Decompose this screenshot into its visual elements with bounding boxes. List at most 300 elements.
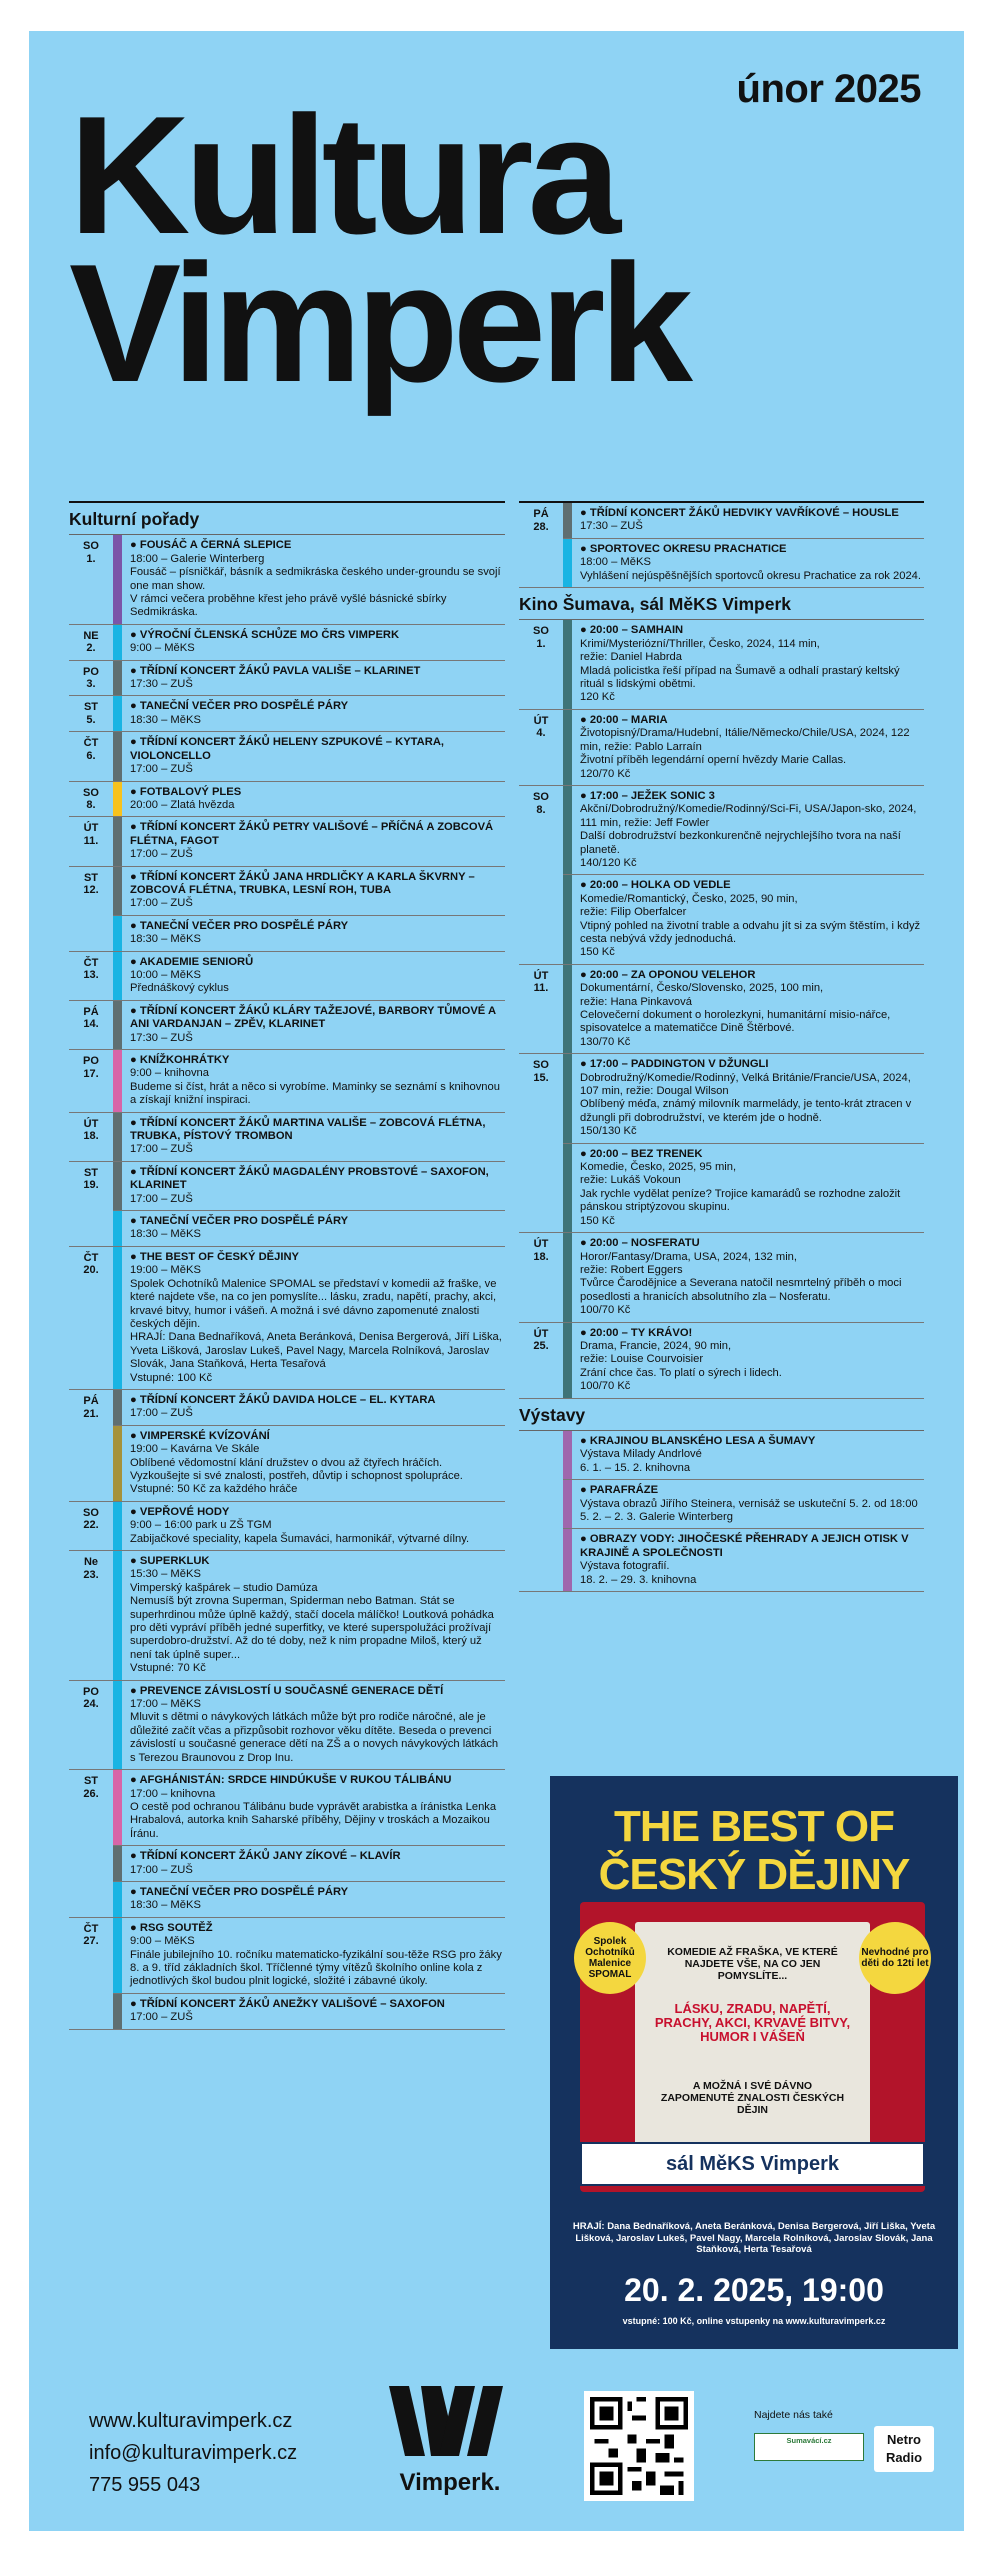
event-detail: 150/130 Kč: [580, 1125, 637, 1138]
event-entry: [563, 1233, 924, 1321]
event-detail: Zabijačkové speciality, kapela Šumaváci, harmonikář, výtvarné dílny.: [130, 1532, 470, 1545]
category-bar: [113, 1390, 122, 1425]
event-detail: 150 Kč: [580, 946, 615, 959]
list-item: [519, 503, 924, 588]
event-entry: [113, 1993, 505, 2029]
event-entry: [563, 620, 924, 708]
event-detail: Tvůrce Čarodějnice a Severana natočil nesmrtelný příběh o moci posedlosti a hranicích absolutního zla – Nosferatu.: [580, 1277, 902, 1303]
event-title: ● TŘÍDNÍ KONCERT ŽÁKŮ DAVIDA HOLCE – EL. KYTARA: [130, 1394, 503, 1407]
title-line-1: Kultura: [69, 81, 615, 269]
phone-number: 775 955 043: [89, 2474, 201, 2496]
event-detail: 17:30 – ZUŠ: [130, 678, 193, 691]
event-date: SO 15.: [533, 1059, 549, 1084]
event-detail: 17:00 – ZUŠ: [130, 763, 193, 776]
badge-age: Nevhodné pro děti do 12ti let: [859, 1922, 931, 1994]
contact-block: [89, 2405, 297, 2501]
category-bar: [113, 625, 122, 660]
category-bar: [563, 1054, 572, 1142]
event-detail: 15:30 – MěKS: [130, 1568, 201, 1581]
event-detail: 20:00 – Zlatá hvězda: [130, 798, 235, 811]
event-detail: 5. 2. – 2. 3. Galerie Winterberg: [580, 1511, 733, 1523]
cultural-events-continued: [519, 503, 924, 588]
sponsor-sumavaci[interactable]: Sumavácí.cz: [754, 2433, 864, 2461]
event-title: ● 17:00 – PADDINGTON V DŽUNGLI: [580, 1058, 922, 1071]
poster-page: [29, 31, 964, 2531]
event-title: ● VIMPERSKÉ KVÍZOVÁNÍ: [130, 1430, 503, 1443]
event-detail: Akční/Dobrodružný/Komedie/Rodinný/Sci-Fi, USA/Japon-sko, 2024, 111 min, režie: Jeff Fowler: [580, 803, 917, 829]
event-title: ● TŘÍDNÍ KONCERT ŽÁKŮ PAVLA VALIŠE – KLARINET: [130, 665, 503, 678]
event-entry: [563, 710, 924, 785]
event-detail: režie: Louise Courvoisier: [580, 1353, 704, 1366]
exhibitions-list: [519, 1431, 924, 1592]
event-detail: 17:00 – ZUŠ: [130, 2011, 193, 2024]
page-title: [69, 81, 687, 417]
event-date: PÁ 21.: [83, 1394, 99, 1420]
website-link[interactable]: www.kulturavimperk.cz: [89, 2410, 293, 2432]
event-detail: 17:00 – MěKS: [130, 1698, 201, 1711]
event-detail: Výstava obrazů Jiřího Steinera, vernisáž se uskuteční 5. 2. od 18:00: [580, 1497, 918, 1510]
event-title: ● THE BEST OF ČESKÝ DĚJINY: [130, 1251, 503, 1264]
list-item: [69, 867, 505, 952]
category-bar: [563, 786, 572, 874]
category-bar: [563, 1323, 572, 1398]
event-entry: [113, 817, 505, 865]
category-bar: [113, 1846, 122, 1881]
list-item: [69, 1390, 505, 1502]
list-item: [519, 1323, 924, 1399]
category-bar: [113, 1162, 122, 1210]
list-item: [519, 786, 924, 965]
list-item: [69, 1502, 505, 1551]
title-line-2: Vimperk: [69, 229, 687, 417]
event-detail: Jak rychle vydělat peníze? Trojice kamarádů se rozhodne založit pánskou striptýzovou skupinu.: [580, 1187, 901, 1214]
section-heading-cultural: Kulturní pořady: [69, 503, 505, 535]
qr-code[interactable]: [584, 2391, 694, 2501]
event-date: PÁ 14.: [83, 1005, 99, 1031]
event-date: SO 22.: [83, 1506, 99, 1532]
list-item: [69, 1551, 505, 1681]
month-label: únor 2025: [736, 67, 921, 111]
event-detail: Vstupné: 70 Kč: [130, 1662, 206, 1675]
event-detail: Přednáškový cyklus: [130, 982, 229, 995]
event-date: ST 5.: [83, 701, 99, 727]
poster-date: 20. 2. 2025, 19:00: [624, 2272, 884, 2308]
event-title: ● AFGHÁNISTÁN: SRDCE HINDÚKUŠE V RUKOU TÁLIBÁNU: [130, 1774, 503, 1787]
event-detail: 18:30 – MěKS: [130, 933, 201, 946]
list-item: [69, 952, 505, 1001]
event-entry: [113, 1770, 505, 1845]
poster-line-3: A MOŽNÁ I SVÉ DÁVNO ZAPOMENUTÉ ZNALOSTI ČESKÝCH DĚJIN: [660, 2080, 845, 2116]
list-item: [519, 620, 924, 709]
event-entry: [113, 1001, 505, 1049]
category-bar: [563, 710, 572, 785]
event-entry: [113, 1881, 505, 1917]
event-entry: [113, 915, 505, 951]
poster-venue-banner: sál MěKS Vimperk: [580, 2142, 925, 2186]
category-bar: [563, 620, 572, 708]
event-entry: [563, 874, 924, 963]
event-detail: 18. 2. – 29. 3. knihovna: [580, 1573, 697, 1586]
event-date: [519, 1431, 563, 1591]
event-title: ● TŘÍDNÍ KONCERT ŽÁKŮ MAGDALÉNY PROBSTOVÉ – SAXOFON, KLARINET: [130, 1166, 503, 1193]
event-entry: [113, 696, 505, 731]
event-entry: [563, 1143, 924, 1232]
event-title: ● 20:00 – HOLKA OD VEDLE: [580, 879, 922, 892]
category-bar: [113, 732, 122, 780]
category-bar: [563, 539, 572, 587]
event-date: PO 24.: [83, 1685, 99, 1711]
event-detail: režie: Robert Eggers: [580, 1263, 683, 1276]
event-date: SO 1.: [83, 540, 99, 565]
category-bar: [113, 661, 122, 696]
event-entry: [113, 1050, 505, 1112]
category-bar: [113, 1918, 122, 1993]
list-item: [519, 710, 924, 786]
event-entry: [113, 1390, 505, 1425]
category-bar: [113, 916, 122, 951]
list-item: [519, 965, 924, 1054]
qr-code-icon: [590, 2397, 688, 2495]
event-entry: [113, 661, 505, 696]
event-title: ● PREVENCE ZÁVISLOSTÍ U SOUČASNÉ GENERACE DĚTÍ: [130, 1685, 503, 1698]
category-bar: [563, 1431, 572, 1479]
event-detail: V rámci večera proběhne křest jeho právě vyšlé básnické sbírky Sedmikráska.: [130, 593, 447, 619]
event-detail: 9:00 – 16:00 park u ZŠ TGM: [130, 1519, 272, 1532]
event-detail: 17:00 – ZUŠ: [130, 1407, 193, 1420]
event-detail: Nemusíš být zrovna Superman, Spiderman nebo Batman. Stát se superhrdinou může úplně každý, stačí docela málíčko! Loutková pohádka pro děti vypráví příběh jedné superfitky, ve které superspolužáci prožívají superdobro-družství. Až do té doby, než k nim propadne Miloš, který už není tak úplně super...: [130, 1595, 494, 1661]
event-detail: 17:00 – ZUŠ: [130, 848, 193, 861]
event-detail: 17:30 – ZUŠ: [580, 520, 643, 533]
event-title: ● TŘÍDNÍ KONCERT ŽÁKŮ ANEŽKY VALIŠOVÉ – SAXOFON: [130, 1998, 503, 2011]
event-title: ● 20:00 – BEZ TRENEK: [580, 1148, 922, 1161]
category-bar: [113, 1994, 122, 2029]
event-title: ● TANEČNÍ VEČER PRO DOSPĚLÉ PÁRY: [130, 920, 503, 933]
section-heading-exhibitions: Výstavy: [519, 1399, 924, 1431]
list-item: [69, 1770, 505, 1918]
event-detail: Mladá policistka řeší případ na Šumavě a odhalí prastarý keltský rituál s lidskými obětmi.: [580, 664, 900, 691]
event-detail: 17:00 – ZUŠ: [130, 1863, 193, 1876]
event-title: ● TANEČNÍ VEČER PRO DOSPĚLÉ PÁRY: [130, 1215, 503, 1228]
event-entry: [563, 1479, 924, 1528]
event-entry: [113, 952, 505, 1000]
event-title: ● 20:00 – ZA OPONOU VELEHOR: [580, 969, 922, 982]
event-entry: [563, 965, 924, 1053]
event-title: ● TANEČNÍ VEČER PRO DOSPĚLÉ PÁRY: [130, 1886, 503, 1899]
event-title: ● SPORTOVEC OKRESU PRACHATICE: [580, 543, 922, 556]
event-detail: Drama, Francie, 2024, 90 min,: [580, 1339, 732, 1352]
list-item: [69, 625, 505, 661]
event-detail: Dobrodružný/Komedie/Rodinný, Velká Británie/Francie/USA, 2024, 107 min, režie: Dougal Wilson: [580, 1071, 911, 1098]
event-date: ÚT 18.: [533, 1238, 549, 1263]
event-date: ÚT 18.: [83, 1117, 99, 1143]
event-detail: 18:00 – Galerie Winterberg: [130, 552, 265, 565]
category-bar: [113, 1113, 122, 1161]
event-title: ● KNÍŽKOHRÁTKY: [130, 1054, 503, 1067]
event-detail: Vtipný pohled na životní trable a odvahu jít si za svým štěstím, i když cesta nebývá vždy jednoduchá.: [580, 919, 921, 945]
event-detail: Další dobrodružství bezkonkurenčně nejrychlejšího tvora na naší planetě.: [580, 830, 901, 856]
event-detail: 18:00 – MěKS: [580, 556, 651, 569]
event-detail: režie: Daniel Habrda: [580, 651, 682, 664]
event-detail: 18:30 – MěKS: [130, 1899, 201, 1912]
event-detail: Vstupné: 100 Kč: [130, 1371, 213, 1384]
event-detail: O cestě pod ochranou Tálibánu bude vyprávět arabistka a íránistka Lenka Hrabalová, autorka knih Saharské příběhy, Dějiny v troskách a Mozaikou Íránu.: [130, 1800, 497, 1840]
event-detail: 17:00 – ZUŠ: [130, 1192, 193, 1205]
event-title: ● 20:00 – MARIA: [580, 714, 922, 727]
email-link[interactable]: info@kulturavimperk.cz: [89, 2442, 298, 2464]
category-bar: [113, 952, 122, 1000]
category-bar: [113, 817, 122, 865]
event-title: ● TŘÍDNÍ KONCERT ŽÁKŮ KLÁRY TAŽEJOVÉ, BARBORY TŮMOVÉ A ANI VARDANJAN – ZPĚV, KLARINET: [130, 1005, 503, 1032]
category-bar: [563, 1144, 572, 1232]
event-entry: [113, 535, 505, 623]
event-entry: [113, 1502, 505, 1550]
event-title: ● TŘÍDNÍ KONCERT ŽÁKŮ JANY ZÍKOVÉ – KLAVÍR: [130, 1850, 503, 1863]
event-detail: Finále jubilejního 10. ročníku matematicko-fyzikální sou-těže RSG pro žáky 8. a 9. tříd základních škol. Tříčlenné týmy vítězů školního online kola z jednotlivých škol budou plnit logické, složité i zábavné úkoly.: [130, 1948, 502, 1988]
category-bar: [563, 1529, 572, 1591]
event-date: ÚT 11.: [83, 822, 99, 847]
left-column: [69, 501, 505, 2030]
category-bar: [113, 1770, 122, 1845]
event-title: ● TŘÍDNÍ KONCERT ŽÁKŮ PETRY VALIŠOVÉ – PŘÍČNÁ A ZOBCOVÁ FLÉTNA, FAGOT: [130, 821, 503, 848]
event-detail: 100/70 Kč: [580, 1304, 631, 1317]
list-item: [69, 661, 505, 697]
event-date: SO 1.: [533, 625, 549, 651]
event-entry: [563, 1054, 924, 1142]
event-date: ST 12.: [83, 871, 99, 897]
event-detail: 17:00 – ZUŠ: [130, 1143, 193, 1156]
event-title: ● TANEČNÍ VEČER PRO DOSPĚLÉ PÁRY: [130, 700, 503, 713]
event-detail: 9:00 – MěKS: [130, 642, 195, 655]
event-detail: 6. 1. – 15. 2. knihovna: [580, 1461, 691, 1474]
badge-spomal: Spolek Ochotníků Malenice SPOMAL: [574, 1922, 646, 1994]
event-detail: HRAJÍ: Dana Bednaříková, Aneta Beránková, Denisa Bergerová, Jiří Liška, Yveta Lišková, Jaroslav Lukeš, Pavel Nagy, Marcela Rolníková, Jaroslav Slovák, Jana Staňková, Herta Tesařová: [130, 1331, 502, 1371]
list-item: [69, 817, 505, 866]
event-date: ST 19.: [83, 1166, 99, 1192]
event-date: PÁ 28.: [533, 508, 549, 533]
category-bar: [113, 1502, 122, 1550]
event-entry: [113, 625, 505, 660]
vimperk-logo-icon: [385, 2386, 515, 2466]
list-item: [69, 1050, 505, 1113]
event-entry: [113, 782, 505, 817]
event-title: ● VEPŘOVÉ HODY: [130, 1506, 503, 1519]
event-date: SO 8.: [83, 786, 99, 812]
event-title: ● SUPERKLUK: [130, 1555, 503, 1568]
category-bar: [563, 1233, 572, 1321]
event-title: ● 20:00 – TY KRÁVO!: [580, 1327, 922, 1340]
category-bar: [563, 965, 572, 1053]
event-title: ● RSG SOUTĚŽ: [130, 1922, 503, 1935]
section-heading-cinema: Kino Šumava, sál MěKS Vimperk: [519, 588, 924, 620]
list-item: [519, 1233, 924, 1322]
list-item: [519, 1054, 924, 1233]
list-item: [69, 1247, 505, 1390]
event-detail: Životopisný/Drama/Hudební, Itálie/Německo/Chile/USA, 2024, 122 min, režie: Pablo Larraín: [580, 727, 910, 753]
event-entry: [113, 1247, 505, 1389]
event-entry: [113, 1210, 505, 1246]
event-detail: Zrání chce čas. To platí o sýrech i lidech.: [580, 1366, 782, 1379]
event-entry: [113, 732, 505, 780]
event-title: ● FOUSÁČ A ČERNÁ SLEPICE: [130, 539, 503, 552]
category-bar: [113, 1882, 122, 1917]
category-bar: [563, 503, 572, 538]
logo-wordmark: Vimperk.: [399, 2469, 501, 2496]
event-detail: 17:30 – ZUŠ: [130, 1031, 193, 1044]
list-item: [69, 1162, 505, 1247]
event-title: ● 20:00 – SAMHAIN: [580, 624, 922, 637]
event-detail: Výstava fotografií.: [580, 1560, 670, 1573]
curtain-illustration: [580, 1902, 929, 2192]
event-detail: 17:00 – ZUŠ: [130, 897, 193, 910]
event-detail: Oblíbené vědomostní klání družstev o dvou až čtyřech hráčích. Vyzkoušejte si své znalosti, postřeh, důvtip i schopnost spolupráce.: [130, 1456, 463, 1482]
poster-line-1: KOMEDIE AŽ FRAŠKA, VE KTERÉ NAJDETE VŠE, NA CO JEN POMYSLÍTE...: [667, 1946, 838, 1982]
event-detail: Mluvit s dětmi o návykových látkách může být pro rodiče náročné, ale je důležité začít včas a přizpůsobit rozhovor věku dítěte. Beseda o prevenci závislostí u současné generace dětí na ZŠ a o novych návykových látkách s Terezou Braunovou z Drop Inu.: [130, 1711, 499, 1764]
event-detail: 19:00 – MěKS: [130, 1264, 201, 1277]
event-detail: Vyhlášení nejúspěšnějších sportovců okresu Prachatice za rok 2024.: [580, 569, 921, 582]
event-date: ÚT 4.: [533, 714, 549, 740]
event-entry: [113, 1681, 505, 1769]
category-bar: [113, 867, 122, 915]
event-date: Ne 23.: [83, 1556, 99, 1581]
poster-title-2: ČESKÝ DĚJINY: [598, 1850, 910, 1899]
event-detail: režie: Lukáš Vokoun: [580, 1174, 681, 1187]
event-detail: Horor/Fantasy/Drama, USA, 2024, 132 min,: [580, 1250, 798, 1263]
event-title: ● TŘÍDNÍ KONCERT ŽÁKŮ HEDVIKY VAVŘÍKOVÉ – HOUSLE: [580, 507, 922, 520]
event-detail: Komedie, Česko, 2025, 95 min,: [580, 1161, 737, 1174]
event-detail: Životní příběh legendární operní hvězdy Marie Callas.: [580, 754, 847, 767]
right-column: [519, 501, 924, 1592]
event-title: ● 17:00 – JEŽEK SONIC 3: [580, 790, 922, 803]
event-detail: 9:00 – MěKS: [130, 1935, 195, 1948]
event-entry: [113, 1162, 505, 1210]
event-detail: Spolek Ochotníků Malenice SPOMAL se představí v komedii až fraške, ve které najdete vše, na co jen pomyslíte... lásku, zradu, napětí, prachy, akci, krvavé bitvy, humor i vášeň. A možná i své dávno zapomenuté znalosti českých dějin.: [130, 1277, 497, 1330]
event-title: ● OBRAZY VODY: JIHOČESKÉ PŘEHRADY A JEJICH OTISK V KRAJINĚ A SPOLEČNOSTI: [580, 1533, 922, 1560]
event-detail: Komedie/Romantický, Česko, 2025, 90 min,: [580, 892, 798, 905]
category-bar: [113, 535, 122, 623]
event-entry: [563, 538, 924, 587]
event-entry: [563, 786, 924, 874]
category-bar: [113, 782, 122, 817]
poster-cast: HRAJÍ: Dana Bednaříková, Aneta Beránková, Denisa Bergerová, Jiří Liška, Yveta Lišková, Jaroslav Lukeš, Pavel Nagy, Marcela Rolníková, Jaroslav Slovák, Jana Staňková, Herta Tesařová: [572, 2221, 936, 2255]
event-date: ČT 20.: [83, 1251, 99, 1277]
event-detail: Vimperský kašpárek – studio Damúza: [130, 1581, 318, 1594]
cultural-events-list: [69, 535, 505, 2029]
poster-price: vstupné: 100 Kč, online vstupenky na www.kulturavimperk.cz: [622, 2316, 886, 2326]
event-detail: režie: Hana Pinkavová: [580, 995, 692, 1008]
event-detail: Celovečerní dokument o horolezkyni, humanitární misio-nářce, spisovatelce a matematičce Dině Štěrbové.: [580, 1009, 891, 1035]
category-bar: [113, 1211, 122, 1246]
event-date: ČT 6.: [83, 737, 99, 762]
event-detail: 120/70 Kč: [580, 767, 631, 780]
event-entry: [113, 1845, 505, 1881]
event-entry: [113, 1425, 505, 1501]
event-detail: 18:30 – MěKS: [130, 1228, 201, 1241]
sponsor-netro-radio[interactable]: Netro Radio: [874, 2426, 934, 2472]
cinema-list: [519, 620, 924, 1398]
event-detail: 100/70 Kč: [580, 1380, 631, 1393]
event-date: ČT 13.: [83, 956, 99, 982]
event-detail: 10:00 – MěKS: [130, 968, 201, 981]
event-title: ● PARAFRÁZE: [580, 1484, 922, 1497]
event-poster: [550, 1776, 958, 2349]
event-title: ● 20:00 – NOSFERATU: [580, 1237, 922, 1250]
event-detail: 120 Kč: [580, 691, 615, 704]
event-detail: 19:00 – Kavárna Ve Skále: [130, 1443, 260, 1456]
event-detail: Dokumentární, Česko/Slovensko, 2025, 100 min,: [580, 982, 824, 995]
event-date: NE 2.: [83, 629, 99, 655]
event-detail: 9:00 – knihovna: [130, 1067, 209, 1080]
event-title: ● TŘÍDNÍ KONCERT ŽÁKŮ JANA HRDLIČKY A KARLA ŠKVRNY – ZOBCOVÁ FLÉTNA, TRUBKA, LESNÍ ROH, TUBA: [130, 871, 503, 898]
event-entry: [113, 1551, 505, 1680]
event-entry: [563, 503, 924, 538]
category-bar: [113, 1426, 122, 1501]
category-bar: [113, 1050, 122, 1112]
event-title: ● FOTBALOVÝ PLES: [130, 786, 503, 799]
event-entry: [113, 1918, 505, 1993]
vimperk-logo: [385, 2386, 515, 2498]
event-entry: [563, 1323, 924, 1398]
event-date: ÚT 25.: [533, 1327, 549, 1353]
category-bar: [113, 1001, 122, 1049]
event-title: ● AKADEMIE SENIORŮ: [130, 956, 503, 969]
event-title: ● TŘÍDNÍ KONCERT ŽÁKŮ HELENY SZPUKOVÉ – KYTARA, VIOLONCELLO: [130, 736, 503, 763]
poster-title-1: THE BEST OF: [614, 1802, 894, 1851]
list-item: [69, 732, 505, 781]
event-entry: [113, 867, 505, 915]
event-detail: Výstava Milady Andrlové: [580, 1448, 702, 1461]
event-detail: Oblíbený méďa, známý milovník marmelády, je tento-krát ztracen v džungli při dobrodružství, ve kterém jde o hodně.: [580, 1098, 912, 1124]
event-entry: [563, 1528, 924, 1591]
event-detail: Budeme si číst, hrát a něco si vyrobíme. Maminky se seznámí s knihovnou a získají knižní inspiraci.: [130, 1080, 500, 1107]
find-us-label: Najdete nás také: [754, 2409, 833, 2421]
list-item: [519, 1431, 924, 1592]
event-detail: 18:30 – MěKS: [130, 713, 201, 726]
event-title: ● KRAJINOU BLANSKÉHO LESA A ŠUMAVY: [580, 1435, 922, 1448]
event-date: SO 8.: [533, 790, 549, 816]
event-title: ● VÝROČNÍ ČLENSKÁ SCHŮZE MO ČRS VIMPERK: [130, 629, 503, 642]
category-bar: [113, 1681, 122, 1769]
event-detail: 130/70 Kč: [580, 1035, 631, 1048]
list-item: [69, 782, 505, 818]
category-bar: [563, 875, 572, 963]
event-entry: [563, 1431, 924, 1479]
category-bar: [563, 1480, 572, 1528]
list-item: [69, 1001, 505, 1050]
list-item: [69, 1681, 505, 1770]
event-detail: 17:00 – knihovna: [130, 1787, 216, 1800]
list-item: [69, 1113, 505, 1162]
list-item: [69, 1918, 505, 2030]
event-detail: 150 Kč: [580, 1214, 615, 1227]
event-date: ČT 27.: [83, 1922, 99, 1948]
event-detail: režie: Filip Oberfalcer: [580, 906, 687, 919]
event-title: ● TŘÍDNÍ KONCERT ŽÁKŮ MARTINA VALIŠE – ZOBCOVÁ FLÉTNA, TRUBKA, PÍSTOVÝ TROMBON: [130, 1117, 503, 1144]
event-date: PO 3.: [83, 665, 99, 691]
category-bar: [113, 696, 122, 731]
event-detail: Fousáč – písničkář, básník a sedmikráska českého under-groundu se svojí one man show.: [130, 566, 501, 592]
event-date: ÚT 11.: [533, 969, 549, 995]
event-date: PO 17.: [83, 1055, 99, 1080]
event-entry: [113, 1113, 505, 1161]
list-item: [69, 535, 505, 624]
category-bar: [113, 1551, 122, 1680]
event-detail: 140/120 Kč: [580, 856, 637, 869]
event-date: ST 26.: [83, 1775, 99, 1800]
list-item: [69, 696, 505, 732]
category-bar: [113, 1247, 122, 1389]
event-detail: Vstupné: 50 Kč za každého hráče: [130, 1483, 298, 1496]
event-detail: Krimi/Mysteriózní/Thriller, Česko, 2024, 114 min,: [580, 637, 820, 650]
